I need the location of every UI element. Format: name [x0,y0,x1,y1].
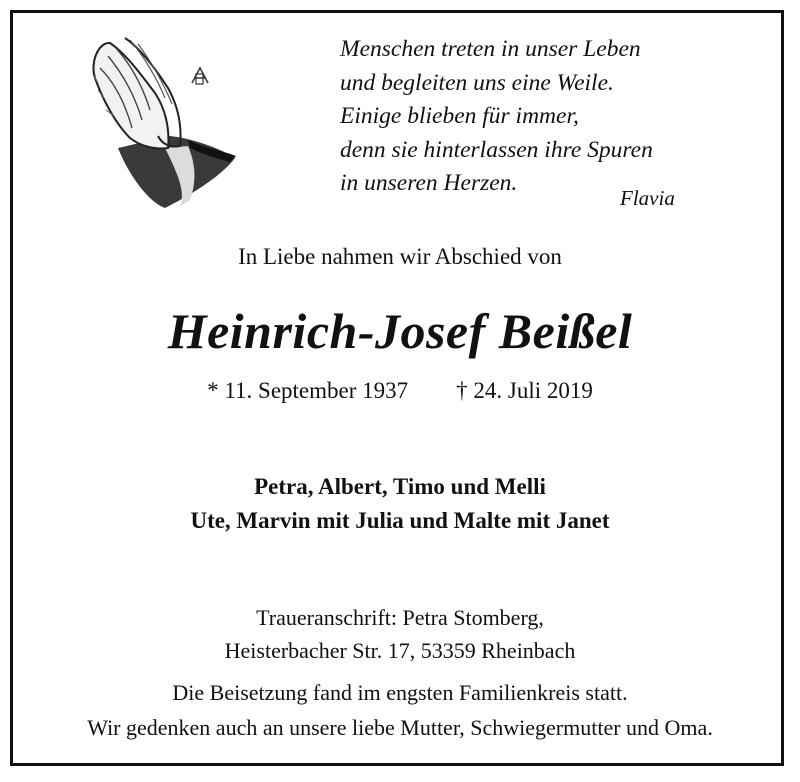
deceased-name: Heinrich-Josef Beißel [167,303,633,359]
poem-line: Einige blieben für immer, [340,103,579,129]
poem-line: Menschen treten in unser Leben [340,36,641,62]
mourning-address: Traueranschrift: Petra Stomberg, [256,605,544,630]
artist-monogram [192,68,208,84]
mourning-address-street: Heisterbacher Str. 17, 53359 Rheinbach [224,638,576,663]
birth-date: * 11. September 1937 [207,378,409,403]
life-dates [0,378,800,404]
poem-author: Flavia [620,186,675,210]
mourners-line: Ute, Marvin mit Julia und Malte mit Janet [190,508,610,533]
praying-hands-icon [70,28,250,213]
memorial-poem [340,33,760,201]
burial-note: Die Beisetzung fand im engsten Familienkreis statt. [172,680,628,705]
remembrance-note: Wir gedenken auch an unsere liebe Mutter, Schwiegermutter und Oma. [87,715,713,740]
poem-line: denn sie hinterlassen ihre Spuren [340,136,653,163]
poem-line: in unseren Herzen. [340,170,518,196]
poem-line: und begleiten uns eine Weile. [340,69,614,96]
mourners-line: Petra, Albert, Timo und Melli [254,474,546,499]
death-date: † 24. Juli 2019 [456,378,593,403]
farewell-intro: In Liebe nahmen wir Abschied von [238,244,562,269]
